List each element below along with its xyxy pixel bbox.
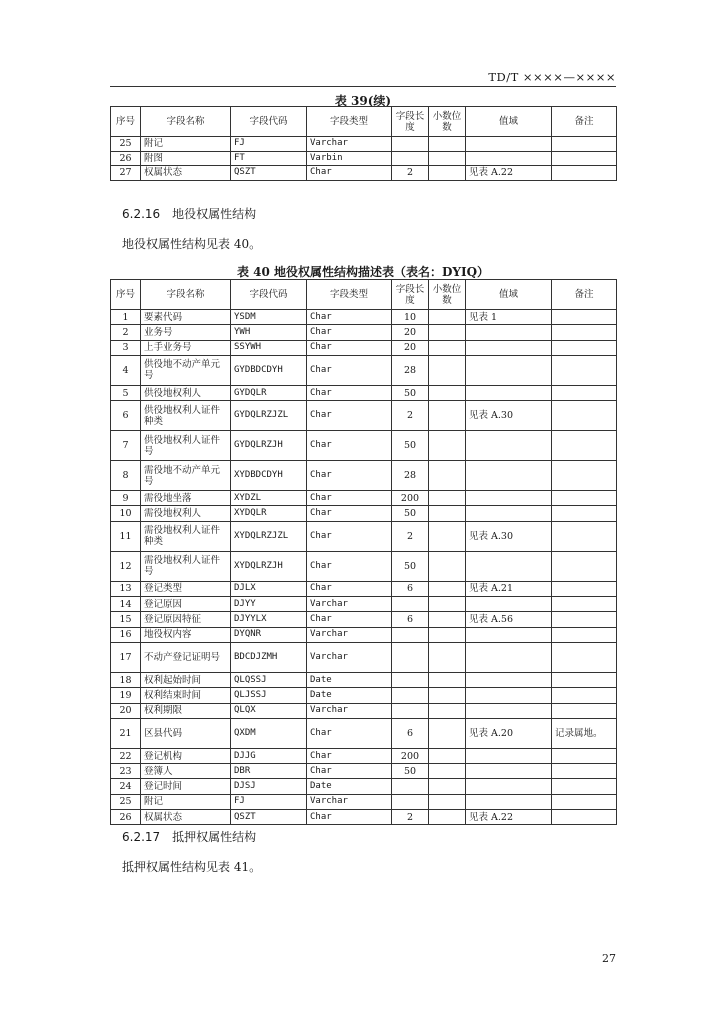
cell-field-length (392, 151, 429, 166)
cell-seq: 19 (111, 688, 141, 703)
cell-remark: 记录属地。 (552, 718, 617, 748)
cell-field-length (392, 627, 429, 642)
cell-field-name: 供役地权利人证件种类 (141, 401, 231, 431)
cell-field-type: Varchar (307, 137, 392, 152)
cell-field-name: 登记时间 (141, 779, 231, 794)
cell-decimals (429, 779, 466, 794)
cell-value-range: 见表 A.30 (466, 401, 552, 431)
cell-field-length: 6 (392, 718, 429, 748)
cell-value-range (466, 137, 552, 152)
cell-field-length (392, 597, 429, 612)
cell-value-range (466, 597, 552, 612)
cell-field-length (392, 688, 429, 703)
cell-decimals (429, 461, 466, 491)
cell-decimals (429, 642, 466, 672)
cell-seq: 24 (111, 779, 141, 794)
cell-value-range (466, 355, 552, 385)
cell-field-name: 业务号 (141, 325, 231, 340)
cell-field-name: 需役地不动产单元号 (141, 461, 231, 491)
cell-field-name: 权属状态 (141, 166, 231, 181)
cell-decimals (429, 151, 466, 166)
cell-field-length (392, 779, 429, 794)
cell-field-type: Varchar (307, 703, 392, 718)
cell-seq: 4 (111, 355, 141, 385)
cell-decimals (429, 612, 466, 627)
cell-field-name: 区县代码 (141, 718, 231, 748)
column-header: 小数位数 (429, 280, 466, 310)
table-row (111, 581, 617, 596)
cell-field-length: 2 (392, 166, 429, 181)
cell-field-name: 权属状态 (141, 810, 231, 825)
page-number: 27 (602, 952, 616, 965)
cell-seq: 1 (111, 310, 141, 325)
cell-remark (552, 764, 617, 779)
cell-remark (552, 810, 617, 825)
cell-value-range (466, 461, 552, 491)
cell-field-length: 20 (392, 325, 429, 340)
cell-field-code: DJJG (231, 748, 307, 763)
cell-field-type: Char (307, 355, 392, 385)
cell-value-range (466, 672, 552, 687)
cell-decimals (429, 688, 466, 703)
cell-value-range: 见表 A.30 (466, 521, 552, 551)
cell-field-length (392, 642, 429, 672)
cell-value-range: 见表 A.22 (466, 810, 552, 825)
cell-seq: 3 (111, 340, 141, 355)
cell-remark (552, 325, 617, 340)
cell-decimals (429, 310, 466, 325)
table-row (111, 401, 617, 431)
table-row (111, 151, 617, 166)
cell-field-code: YSDM (231, 310, 307, 325)
cell-field-type: Varchar (307, 597, 392, 612)
section-title: 地役权属性结构 (172, 207, 257, 221)
cell-value-range (466, 764, 552, 779)
cell-value-range (466, 491, 552, 506)
column-header: 字段类型 (307, 107, 392, 137)
cell-field-name: 附图 (141, 151, 231, 166)
table39-header-row (111, 107, 617, 137)
cell-field-type: Char (307, 340, 392, 355)
cell-field-length: 50 (392, 551, 429, 581)
column-header: 字段名称 (141, 280, 231, 310)
table-row (111, 703, 617, 718)
cell-decimals (429, 137, 466, 152)
table39-caption: 表 39(续) (334, 94, 392, 108)
cell-seq: 6 (111, 401, 141, 431)
cell-value-range (466, 385, 552, 400)
table-row (111, 137, 617, 152)
table-row (111, 340, 617, 355)
cell-seq: 26 (111, 151, 141, 166)
cell-field-code: DJYY (231, 597, 307, 612)
cell-field-type: Char (307, 581, 392, 596)
cell-field-length: 6 (392, 581, 429, 596)
cell-remark (552, 461, 617, 491)
cell-remark (552, 642, 617, 672)
cell-field-name: 附记 (141, 794, 231, 809)
cell-value-range (466, 325, 552, 340)
cell-field-code: YWH (231, 325, 307, 340)
cell-field-type: Char (307, 401, 392, 431)
cell-field-type: Char (307, 551, 392, 581)
cell-remark (552, 431, 617, 461)
column-header: 字段代码 (231, 280, 307, 310)
cell-seq: 8 (111, 461, 141, 491)
cell-decimals (429, 672, 466, 687)
table-row (111, 431, 617, 461)
cell-field-length: 50 (392, 506, 429, 521)
cell-field-name: 地役权内容 (141, 627, 231, 642)
column-header: 小数位数 (429, 107, 466, 137)
cell-field-code: DYQNR (231, 627, 307, 642)
cell-field-type: Char (307, 310, 392, 325)
section-number: 6.2.17 (122, 830, 161, 844)
table-row (111, 325, 617, 340)
cell-field-name: 登记类型 (141, 581, 231, 596)
cell-field-type: Char (307, 764, 392, 779)
cell-seq: 13 (111, 581, 141, 596)
cell-value-range (466, 748, 552, 763)
cell-seq: 21 (111, 718, 141, 748)
cell-decimals (429, 764, 466, 779)
cell-field-code: QSZT (231, 810, 307, 825)
cell-seq: 25 (111, 137, 141, 152)
cell-remark (552, 672, 617, 687)
cell-field-type: Date (307, 779, 392, 794)
column-header: 字段长度 (392, 107, 429, 137)
cell-remark (552, 491, 617, 506)
cell-remark (552, 794, 617, 809)
cell-decimals (429, 597, 466, 612)
section-6-2-16-heading (122, 205, 256, 222)
cell-decimals (429, 521, 466, 551)
cell-field-type: Char (307, 718, 392, 748)
section-title: 抵押权属性结构 (172, 830, 257, 844)
table-row (111, 310, 617, 325)
cell-field-type: Varchar (307, 794, 392, 809)
cell-decimals (429, 794, 466, 809)
cell-remark (552, 151, 617, 166)
cell-field-length: 10 (392, 310, 429, 325)
table-row (111, 794, 617, 809)
table-row (111, 491, 617, 506)
table-row (111, 718, 617, 748)
cell-decimals (429, 627, 466, 642)
cell-seq: 12 (111, 551, 141, 581)
table-row (111, 688, 617, 703)
cell-field-type: Char (307, 385, 392, 400)
cell-value-range (466, 642, 552, 672)
table-row (111, 355, 617, 385)
cell-field-code: XYDQLRZJH (231, 551, 307, 581)
cell-seq: 22 (111, 748, 141, 763)
cell-field-name: 不动产登记证明号 (141, 642, 231, 672)
cell-field-name: 供役地权利人 (141, 385, 231, 400)
cell-value-range (466, 151, 552, 166)
cell-remark (552, 748, 617, 763)
column-header: 字段类型 (307, 280, 392, 310)
cell-field-code: XYDQLRZJZL (231, 521, 307, 551)
cell-field-code: SSYWH (231, 340, 307, 355)
cell-value-range (466, 431, 552, 461)
cell-remark (552, 627, 617, 642)
table-row (111, 642, 617, 672)
cell-decimals (429, 718, 466, 748)
cell-field-name: 权利结束时间 (141, 688, 231, 703)
cell-seq: 5 (111, 385, 141, 400)
cell-value-range (466, 627, 552, 642)
cell-field-code: QSZT (231, 166, 307, 181)
cell-field-name: 需役地权利人证件种类 (141, 521, 231, 551)
cell-field-name: 登簿人 (141, 764, 231, 779)
cell-seq: 18 (111, 672, 141, 687)
column-header: 值域 (466, 280, 552, 310)
cell-field-length (392, 703, 429, 718)
cell-field-type: Char (307, 166, 392, 181)
cell-decimals (429, 166, 466, 181)
cell-decimals (429, 491, 466, 506)
cell-value-range: 见表 A.20 (466, 718, 552, 748)
cell-field-type: Date (307, 672, 392, 687)
table-row (111, 385, 617, 400)
cell-field-name: 登记原因 (141, 597, 231, 612)
cell-decimals (429, 355, 466, 385)
table-row (111, 672, 617, 687)
cell-seq: 14 (111, 597, 141, 612)
cell-field-length: 200 (392, 491, 429, 506)
cell-remark (552, 521, 617, 551)
cell-field-length: 50 (392, 764, 429, 779)
section-number: 6.2.16 (122, 207, 161, 221)
cell-field-code: QXDM (231, 718, 307, 748)
column-header: 备注 (552, 280, 617, 310)
cell-field-length: 50 (392, 431, 429, 461)
cell-seq: 20 (111, 703, 141, 718)
cell-field-code: QLJSSJ (231, 688, 307, 703)
table-row (111, 748, 617, 763)
cell-field-code: DBR (231, 764, 307, 779)
cell-field-code: GYDQLRZJZL (231, 401, 307, 431)
cell-field-name: 需役地坐落 (141, 491, 231, 506)
table-row (111, 461, 617, 491)
table40-caption: 表 40 地役权属性结构描述表（表名：DYIQ） (236, 265, 490, 279)
cell-field-length: 20 (392, 340, 429, 355)
cell-remark (552, 597, 617, 612)
cell-field-code: QLQSSJ (231, 672, 307, 687)
cell-field-code: GYDQLR (231, 385, 307, 400)
document-code: TD/T ××××—×××× (488, 70, 616, 84)
cell-decimals (429, 506, 466, 521)
cell-field-type: Date (307, 688, 392, 703)
cell-field-type: Varchar (307, 627, 392, 642)
cell-value-range: 见表 A.56 (466, 612, 552, 627)
cell-seq: 23 (111, 764, 141, 779)
cell-remark (552, 551, 617, 581)
cell-field-name: 权利起始时间 (141, 672, 231, 687)
cell-field-length: 200 (392, 748, 429, 763)
cell-remark (552, 137, 617, 152)
cell-field-type: Char (307, 748, 392, 763)
cell-field-name: 供役地权利人证件号 (141, 431, 231, 461)
cell-field-name: 登记原因特征 (141, 612, 231, 627)
cell-value-range (466, 779, 552, 794)
cell-field-type: Char (307, 521, 392, 551)
cell-field-name: 需役地权利人 (141, 506, 231, 521)
cell-field-name: 登记机构 (141, 748, 231, 763)
cell-decimals (429, 810, 466, 825)
cell-field-length: 2 (392, 810, 429, 825)
cell-value-range (466, 340, 552, 355)
cell-seq: 26 (111, 810, 141, 825)
column-header: 字段名称 (141, 107, 231, 137)
cell-field-name: 需役地权利人证件号 (141, 551, 231, 581)
cell-seq: 9 (111, 491, 141, 506)
cell-decimals (429, 748, 466, 763)
cell-decimals (429, 581, 466, 596)
cell-decimals (429, 325, 466, 340)
section-6-2-17-heading (122, 828, 256, 845)
table-row (111, 779, 617, 794)
cell-field-length: 28 (392, 461, 429, 491)
cell-remark (552, 779, 617, 794)
cell-seq: 25 (111, 794, 141, 809)
cell-field-length: 28 (392, 355, 429, 385)
cell-field-type: Char (307, 810, 392, 825)
table-row (111, 612, 617, 627)
cell-field-name: 上手业务号 (141, 340, 231, 355)
cell-remark (552, 401, 617, 431)
table40-body (111, 310, 617, 825)
cell-field-name: 要素代码 (141, 310, 231, 325)
cell-value-range (466, 688, 552, 703)
cell-field-length (392, 672, 429, 687)
cell-field-type: Char (307, 431, 392, 461)
column-header: 备注 (552, 107, 617, 137)
cell-field-code: FJ (231, 794, 307, 809)
section-6-2-17-text: 抵押权属性结构见表 41。 (122, 860, 262, 874)
table-row (111, 627, 617, 642)
cell-field-type: Char (307, 461, 392, 491)
cell-remark (552, 310, 617, 325)
cell-value-range: 见表 A.22 (466, 166, 552, 181)
cell-remark (552, 506, 617, 521)
cell-field-type: Char (307, 506, 392, 521)
column-header: 字段长度 (392, 280, 429, 310)
cell-field-code: DJYYLX (231, 612, 307, 627)
table39-body (111, 137, 617, 181)
cell-field-length (392, 137, 429, 152)
cell-value-range (466, 794, 552, 809)
table-row (111, 506, 617, 521)
cell-decimals (429, 401, 466, 431)
section-6-2-16-text: 地役权属性结构见表 40。 (122, 237, 262, 251)
cell-field-code: DJLX (231, 581, 307, 596)
cell-field-code: XYDZL (231, 491, 307, 506)
table-row (111, 810, 617, 825)
cell-remark (552, 581, 617, 596)
cell-decimals (429, 703, 466, 718)
cell-field-code: BDCDJZMH (231, 642, 307, 672)
cell-remark (552, 688, 617, 703)
cell-seq: 17 (111, 642, 141, 672)
cell-field-type: Char (307, 325, 392, 340)
header-rule (110, 86, 616, 87)
cell-remark (552, 612, 617, 627)
table-row (111, 551, 617, 581)
table-row (111, 597, 617, 612)
cell-value-range (466, 551, 552, 581)
table-row (111, 521, 617, 551)
cell-field-name: 供役地不动产单元号 (141, 355, 231, 385)
table-row (111, 764, 617, 779)
cell-field-code: QLQX (231, 703, 307, 718)
cell-field-code: XYDQLR (231, 506, 307, 521)
cell-field-length: 50 (392, 385, 429, 400)
cell-seq: 11 (111, 521, 141, 551)
cell-decimals (429, 551, 466, 581)
cell-field-name: 附记 (141, 137, 231, 152)
cell-field-code: FJ (231, 137, 307, 152)
cell-value-range: 见表 1 (466, 310, 552, 325)
cell-field-code: FT (231, 151, 307, 166)
table39 (110, 106, 617, 181)
cell-field-type: Varbin (307, 151, 392, 166)
cell-seq: 15 (111, 612, 141, 627)
cell-decimals (429, 385, 466, 400)
cell-remark (552, 355, 617, 385)
cell-field-length (392, 794, 429, 809)
cell-decimals (429, 340, 466, 355)
cell-value-range (466, 703, 552, 718)
cell-seq: 27 (111, 166, 141, 181)
cell-field-code: DJSJ (231, 779, 307, 794)
cell-field-name: 权利期限 (141, 703, 231, 718)
cell-remark (552, 703, 617, 718)
cell-remark (552, 385, 617, 400)
cell-field-code: GYDQLRZJH (231, 431, 307, 461)
cell-value-range: 见表 A.21 (466, 581, 552, 596)
cell-field-length: 6 (392, 612, 429, 627)
column-header: 序号 (111, 107, 141, 137)
cell-seq: 2 (111, 325, 141, 340)
column-header: 值域 (466, 107, 552, 137)
cell-remark (552, 340, 617, 355)
column-header: 字段代码 (231, 107, 307, 137)
cell-decimals (429, 431, 466, 461)
cell-field-type: Varchar (307, 642, 392, 672)
table-row (111, 166, 617, 181)
cell-field-length: 2 (392, 401, 429, 431)
column-header: 序号 (111, 280, 141, 310)
cell-field-code: XYDBDCDYH (231, 461, 307, 491)
table40-header-row (111, 280, 617, 310)
cell-value-range (466, 506, 552, 521)
cell-seq: 7 (111, 431, 141, 461)
table40 (110, 279, 617, 825)
cell-seq: 10 (111, 506, 141, 521)
cell-field-type: Char (307, 612, 392, 627)
cell-field-type: Char (307, 491, 392, 506)
cell-seq: 16 (111, 627, 141, 642)
cell-field-code: GYDBDCDYH (231, 355, 307, 385)
cell-field-length: 2 (392, 521, 429, 551)
cell-remark (552, 166, 617, 181)
